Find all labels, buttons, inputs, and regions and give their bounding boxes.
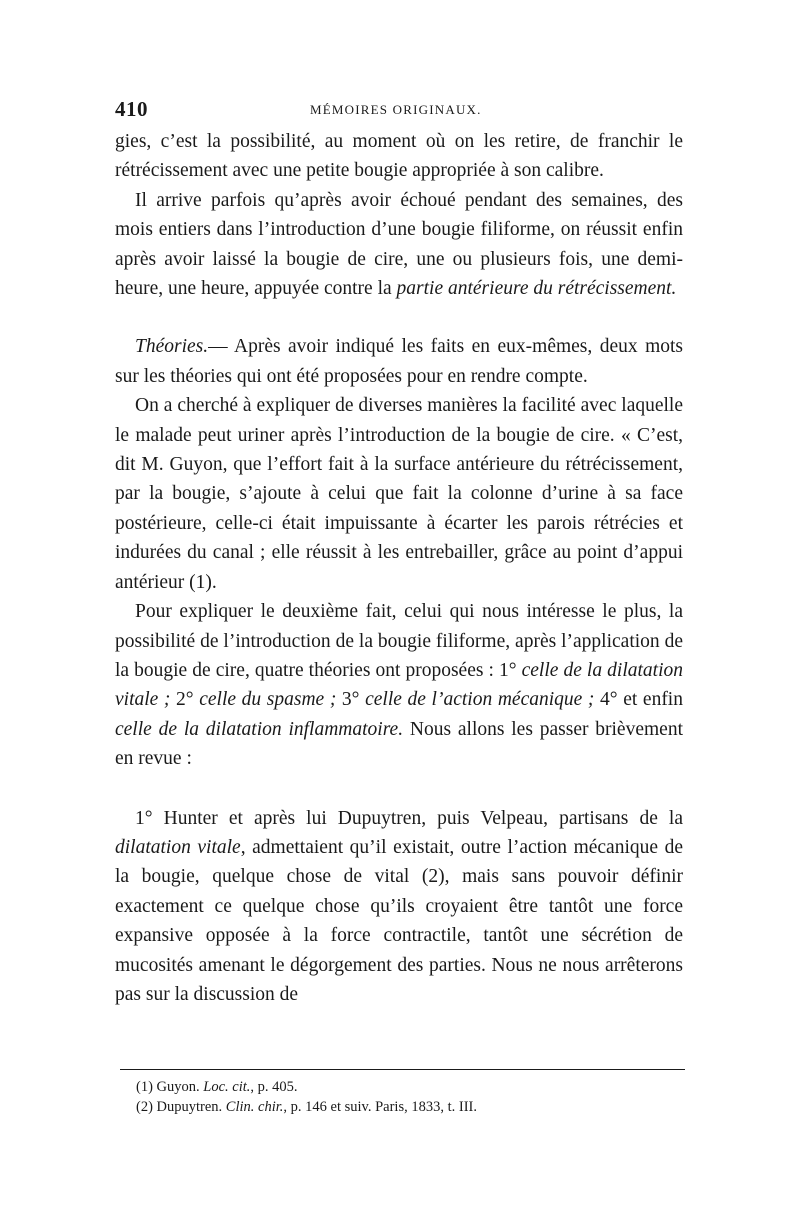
- paragraph-guyon: On a cherché à expliquer de diverses manières la facilité avec laquelle le malade peut uriner après l’introduction de la bougie de cire. « C’est, dit M. Guyon, que l’effort fait à la surface antérieure du rétrécissement, par la bougie, s’ajoute à celui que fait la colonne d’urine à sa face postérieure, celle-ci était impuissante à écarter les parois rétrécies et indurées du canal ; elle réussit à les entrebailler, grâce au point d’appui antérieur (1).: [115, 395, 683, 593]
- running-title: MÉMOIRES ORIGINAUX.: [310, 102, 482, 117]
- paragraph-vital-dilatation: 1° Hunter et après lui Dupuytren, puis Velpeau, partisans de la dilatation vitale, admettaient qu’il existait, outre l’action mécanique de la bougie, quelque chose de vital (2), mais sans pouvoir définir exactement ce quelque chose qu’ils croyaient être tantôt une force expansive opposée à la force contractile, tantôt une sécrétion de mucosités amenant le dégorgement des parties. Nous ne nous arrêterons pas sur la discussion de: [115, 807, 683, 1005]
- page-number: 410: [115, 97, 148, 121]
- footnotes: [136, 1077, 681, 1117]
- page-header: [115, 97, 683, 123]
- paragraph-four-theories: Pour expliquer le deuxième fait, celui qui nous intéresse le plus, la possibilité de l’introduction de la bougie filiforme, après l’application de la bougie de cire, quatre théories ont proposées : 1° celle de la dilatation vitale ; 2° celle du spasme ; 3° celle de l’action mécanique ; 4° et enfin celle de la dilatation inflammatoire. Nous allons les passer brièvement en revue :: [115, 601, 683, 770]
- paragraph-theories: Théories.— Après avoir indiqué les faits en eux-mêmes, deux mots sur les théories qui ont été proposées pour en rendre compte.: [115, 336, 683, 387]
- body-text: [115, 127, 683, 1009]
- section-heading: Théories.: [135, 336, 209, 358]
- footnote-1: (1) Guyon. Loc. cit., p. 405.: [136, 1079, 298, 1095]
- footnote-2: (2) Dupuytren. Clin. chir., p. 146 et suiv. Paris, 1833, t. III.: [136, 1099, 477, 1115]
- paragraph-continuation: gies, c’est la possibilité, au moment où on les retire, de franchir le rétrécissement avec une petite bougie appropriée à son calibre.: [115, 131, 683, 182]
- footnote-divider: [120, 1069, 685, 1070]
- paragraph-wax-bougie: Il arrive parfois qu’après avoir échoué pendant des semaines, des mois entiers dans l’introduction d’une bougie filiforme, on réussit enfin après avoir laissé la bougie de cire, une ou plusieurs fois, une demi-heure, une heure, appuyée contre la partie antérieure du rétrécissement.: [115, 189, 683, 300]
- emphasis-text: partie antérieure du rétrécissement.: [396, 278, 677, 300]
